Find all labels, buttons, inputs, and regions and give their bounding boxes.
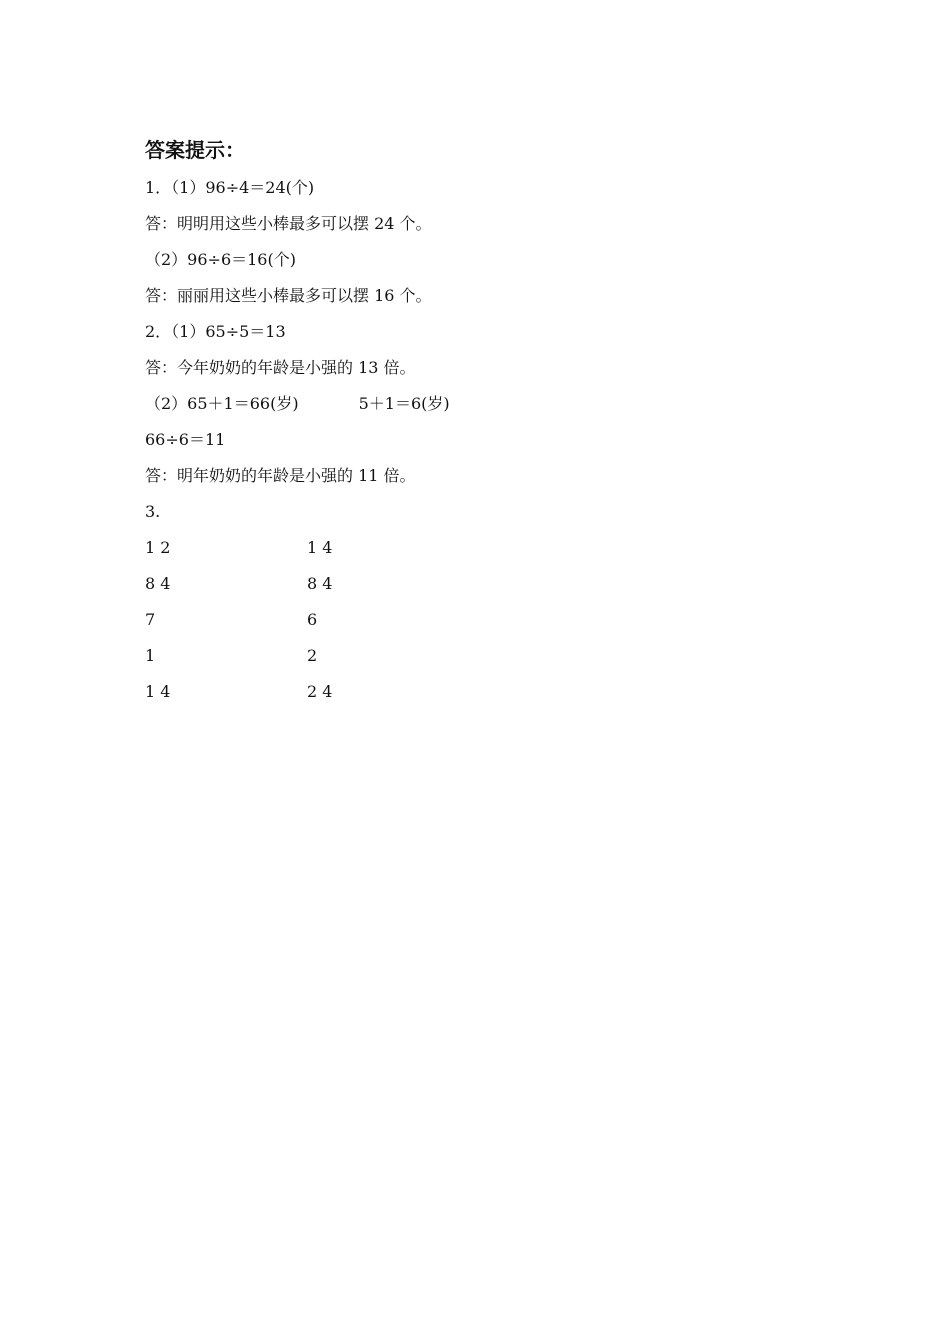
q3-left-work-row: 1 — [145, 646, 156, 665]
q3-left-work-row: 1 4 — [145, 682, 171, 701]
q3-left-work-row: 8 4 — [145, 574, 171, 593]
q2-part2-division: 66÷6＝11 — [145, 430, 226, 449]
q1-part2-equation: （2）96÷6＝16(个) — [145, 250, 296, 269]
q3-right-work-row: 1 4 — [307, 538, 333, 557]
answer-hints-title: 答案提示： — [145, 138, 245, 162]
q2-part1-equation: 2．（1）65÷5＝13 — [145, 322, 286, 341]
q1-part2-answer: 答：丽丽用这些小棒最多可以摆 16 个。 — [145, 286, 432, 305]
q2-part1-answer: 答：今年奶奶的年龄是小强的 13 倍。 — [145, 358, 416, 377]
q3-label: 3. — [145, 502, 161, 521]
q2-part2-answer: 答：明年奶奶的年龄是小强的 11 倍。 — [145, 466, 416, 485]
q3-right-work-row: 8 4 — [307, 574, 333, 593]
q3-left-work-row: 1 2 — [145, 538, 171, 557]
q2-part2-equation-grandma: （2）65＋1＝66(岁) — [145, 394, 299, 413]
q2-part2-equations — [145, 393, 450, 415]
q3-left-work-row: 7 — [145, 610, 156, 629]
q1-part1-answer: 答：明明用这些小棒最多可以摆 24 个。 — [145, 214, 432, 233]
q3-right-work-row: 2 4 — [307, 682, 333, 701]
q3-right-work-row: 6 — [307, 610, 318, 629]
q2-part2-equation-xiaoqiang: 5＋1＝6(岁) — [358, 394, 450, 413]
q1-part1-equation: 1．（1）96÷4＝24(个) — [145, 178, 315, 197]
q3-right-work-row: 2 — [307, 646, 318, 665]
